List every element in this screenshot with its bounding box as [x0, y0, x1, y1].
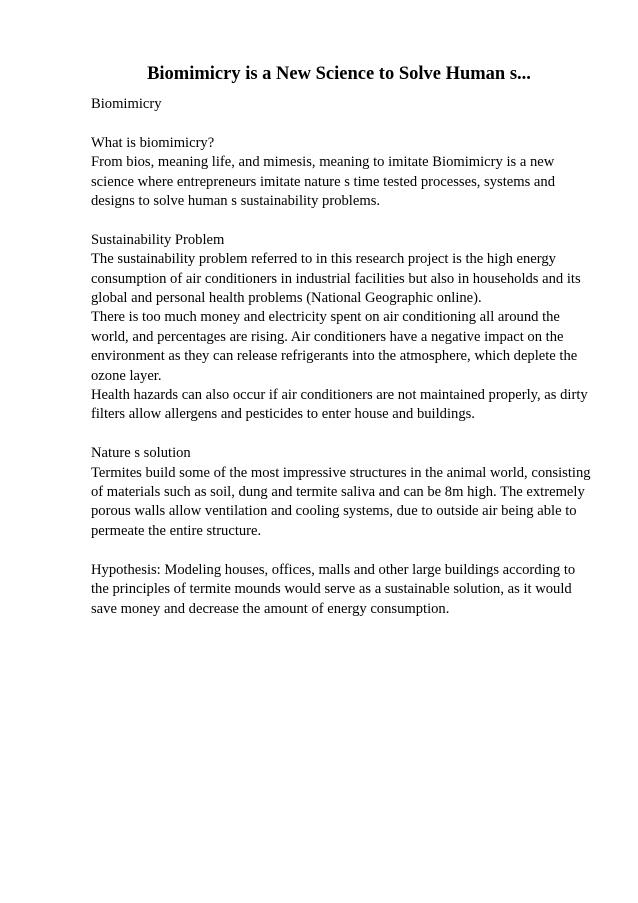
text-line: filters allow allergens and pesticides to enter house and buildings. — [91, 406, 475, 423]
text-line: From bios, meaning life, and mimesis, meaning to imitate Biomimicry is a new — [91, 154, 555, 171]
text-line: world, and percentages are rising. Air conditioners have a negative impact on the — [91, 328, 564, 345]
hypothesis-line: save money and decrease the amount of energy consumption. — [91, 600, 450, 617]
text-line: ozone layer. — [91, 367, 162, 384]
paragraph-gap — [91, 425, 611, 444]
paragraph-gap — [91, 541, 611, 560]
text-line: The sustainability problem referred to in this research project is the high energy — [91, 251, 556, 268]
text-line: environment as they can release refrigerants into the atmosphere, which deplete the — [91, 348, 578, 365]
text-line: Health hazards can also occur if air conditioners are not maintained properly, as dirty — [91, 387, 588, 404]
section-heading-problem: Sustainability Problem — [91, 231, 225, 248]
paragraph-gap — [91, 211, 611, 230]
text-line: designs to solve human s sustainability problems. — [91, 193, 381, 210]
document-title: Biomimicry is a New Science to Solve Human s... — [147, 64, 531, 84]
intro-text: Biomimicry — [91, 96, 162, 112]
text-line: Termites build some of the most impressive structures in the animal world, consisting — [91, 464, 591, 481]
section-heading-what: What is biomimicry? — [91, 134, 215, 151]
document-body — [91, 95, 611, 619]
text-line: science where entrepreneurs imitate nature s time tested processes, systems and — [91, 173, 555, 190]
hypothesis-line: the principles of termite mounds would serve as a sustainable solution, as it would — [91, 581, 572, 598]
paragraph-gap — [91, 114, 611, 133]
text-line: porous walls allow ventilation and cooling systems, due to outside air being able to — [91, 503, 577, 520]
text-line: global and personal health problems (National Geographic online). — [91, 290, 482, 307]
section-heading-nature: Nature s solution — [91, 445, 191, 462]
text-line: consumption of air conditioners in industrial facilities but also in households and its — [91, 270, 581, 287]
text-line: of materials such as soil, dung and termite saliva and can be 8m high. The extremely — [91, 484, 585, 501]
hypothesis-line: Hypothesis: Modeling houses, offices, malls and other large buildings according to — [91, 561, 576, 578]
text-line: There is too much money and electricity spent on air conditioning all around the — [91, 309, 560, 326]
text-line: permeate the entire structure. — [91, 522, 262, 539]
